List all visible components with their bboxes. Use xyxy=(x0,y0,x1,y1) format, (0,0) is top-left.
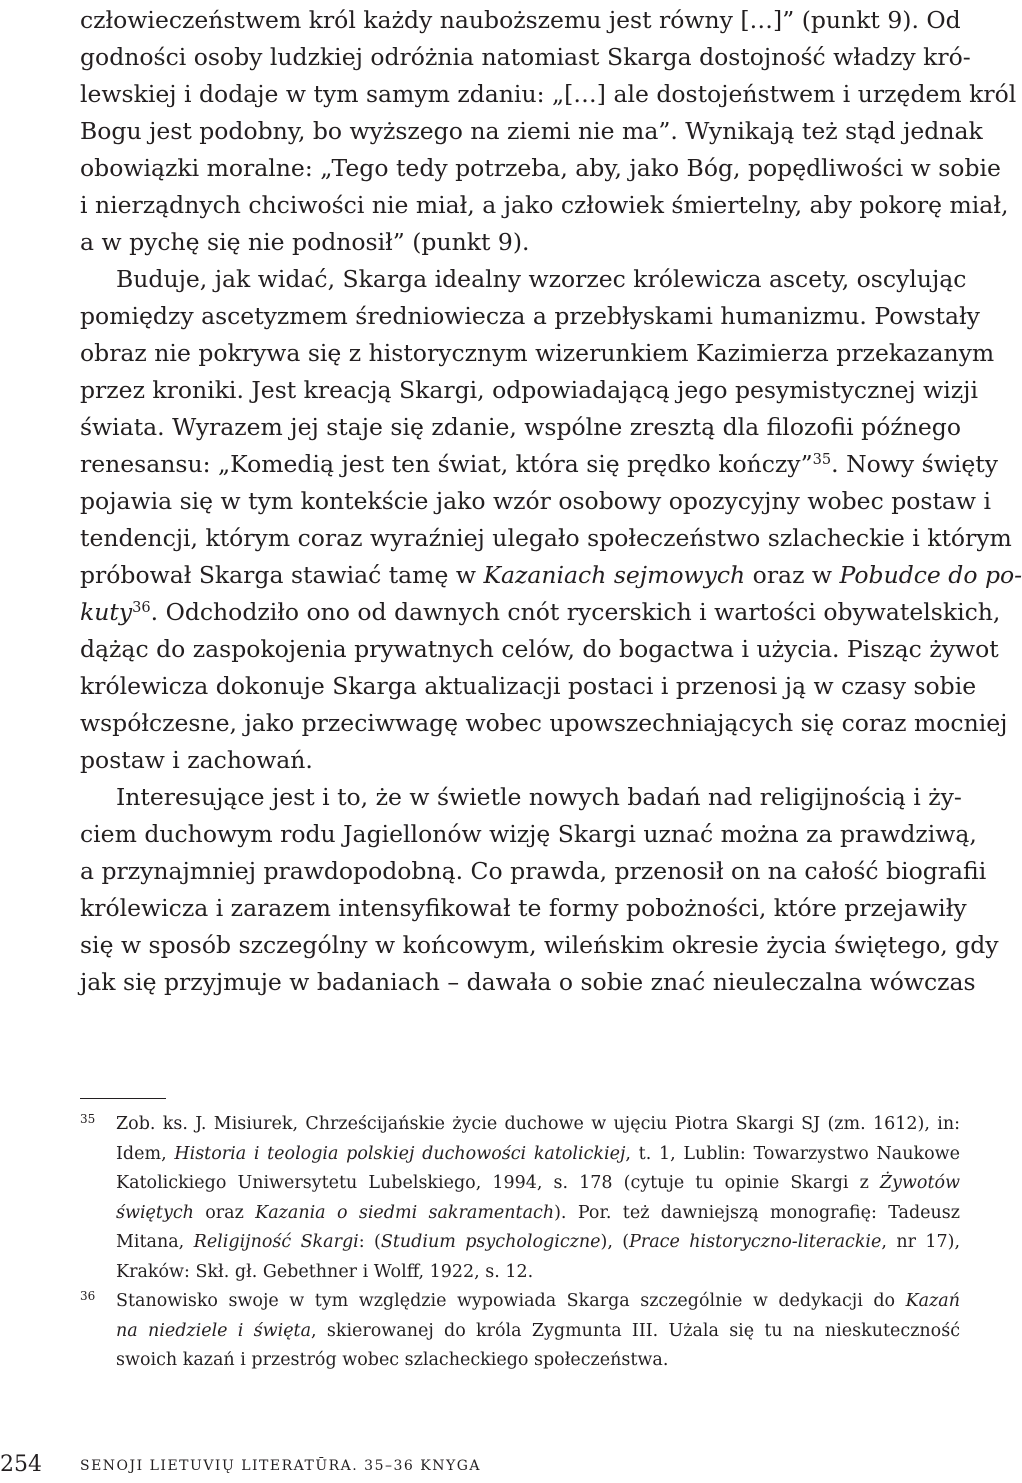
paragraph-3 xyxy=(80,779,999,1001)
text-span: renesansu: „Komedią jest ten świat, która się prędko kończy” xyxy=(80,450,813,478)
text-line: obraz nie pokrywa się z historycznym wizerunkiem Kazimierza przekazanym xyxy=(80,339,995,367)
text-line: królewicza dokonuje Skarga aktualizacji postaci i przenosi ją w czasy sobie xyxy=(80,672,977,700)
main-text xyxy=(80,0,1022,1001)
footnotes xyxy=(80,1110,960,1376)
text-line: świata. Wyrazem jej staje się zdanie, wspólne zresztą dla filozofii późnego xyxy=(80,413,961,441)
title-italic: Historia i teologia polskiej duchowości katolickiej xyxy=(174,1143,626,1164)
text-line: a przynajmniej prawdopodobną. Co prawda, przenosił on na całość biografii xyxy=(80,857,987,885)
footnote-separator xyxy=(80,1098,166,1099)
footnote-ref-35[interactable]: 35 xyxy=(812,451,832,468)
title-italic: na niedziele i święta xyxy=(116,1320,312,1341)
title-italic: Pobudce do po- xyxy=(839,561,1022,589)
title-italic: Kazania o siedmi sakramentach xyxy=(255,1202,555,1223)
text-line: królewicza i zarazem intensyfikował te formy pobożności, które przejawiły xyxy=(80,894,967,922)
text-span: , nr 17), xyxy=(881,1232,961,1252)
text-line: pojawia się w tym kontekście jako wzór osobowy opozycyjny wobec postaw i xyxy=(80,487,992,515)
title-italic: kuty xyxy=(80,598,133,626)
text-line: postaw i zachowań. xyxy=(80,746,313,774)
footnote-line: swoich kazań i przestróg wobec szlacheckiego społeczeństwa. xyxy=(116,1350,669,1370)
footnote-line xyxy=(116,1169,960,1199)
title-italic: Studium psychologiczne xyxy=(380,1232,601,1252)
page-number: 254 xyxy=(0,1452,42,1477)
footnote-line: Zob. ks. J. Misiurek, Chrześcijańskie życie duchowe w ujęciu Piotra Skargi SJ (zm. 1612), in: xyxy=(116,1114,960,1134)
text-line: jak się przyjmuje w badaniach – dawała o sobie znać nieuleczalna wówczas xyxy=(80,968,976,996)
footnote-36 xyxy=(80,1287,960,1376)
text-span: Mitana, xyxy=(116,1232,194,1252)
text-line: współczesne, jako przeciwwagę wobec upowszechniających się coraz mocniej xyxy=(80,709,1008,737)
text-line xyxy=(80,446,998,483)
text-span: próbował Skarga stawiać tamę w xyxy=(80,561,484,589)
text-line: a w pychę się nie podnosił” (punkt 9). xyxy=(80,228,530,256)
paragraph-1 xyxy=(80,0,1017,261)
title-italic: Żywotów xyxy=(879,1173,960,1193)
text-line: i nierządnych chciwości nie miał, a jako człowiek śmiertelny, aby pokorę miał, xyxy=(80,191,1009,219)
footnote-ref-36[interactable]: 36 xyxy=(132,599,151,616)
text-line: człowieczeństwem król każdy nauboższemu jest równy […]” (punkt 9). Od xyxy=(80,6,961,34)
title-italic: Prace historyczno-literackie xyxy=(629,1232,882,1252)
text-span: . Odchodziło ono od dawnych cnót rycerskich i wartości obywatelskich, xyxy=(150,598,1001,626)
text-span: , skierowanej do króla Zygmunta III. Użala się tu na nieskuteczność xyxy=(311,1320,960,1341)
text-line: tendencji, którym coraz wyraźniej ulegało społeczeństwo szlacheckie i którym xyxy=(80,524,1012,552)
footnote-line: Kraków: Skł. gł. Gebethner i Wolff, 1922, s. 12. xyxy=(116,1261,534,1282)
paragraph-2 xyxy=(80,261,1022,779)
text-span: Idem, xyxy=(116,1143,175,1164)
footnote-line xyxy=(116,1317,960,1347)
text-line xyxy=(80,594,1001,631)
page-footer xyxy=(0,1452,960,1482)
text-span: . Nowy święty xyxy=(831,450,998,478)
text-line: lewskiej i dodaje w tym samym zdaniu: „[…] ale dostojeństwem i urzędem król xyxy=(80,80,1017,108)
footnote-35 xyxy=(80,1110,960,1287)
text-span: oraz w xyxy=(745,561,840,589)
footnote-line xyxy=(116,1199,960,1229)
text-line: Bogu jest podobny, bo wyższego na ziemi nie ma”. Wynikają też stąd jednak xyxy=(80,117,983,145)
title-italic: Kazań xyxy=(905,1291,960,1311)
footnote-line xyxy=(116,1140,960,1170)
text-line: dążąc do zaspokojenia prywatnych celów, do bogactwa i użycia. Pisząc żywot xyxy=(80,635,999,663)
text-span: : ( xyxy=(358,1232,381,1252)
footnote-number: 36 xyxy=(80,1289,96,1303)
title-italic: Religijność Skargi xyxy=(193,1232,359,1252)
text-span: Katolickiego Uniwersytetu Lubelskiego, 1994, s. 178 (cytuje tu opinie Skargi z xyxy=(116,1173,880,1193)
text-line: się w sposób szczególny w końcowym, wileńskim okresie życia świętego, gdy xyxy=(80,931,999,959)
text-span: Stanowisko swoje w tym względzie wypowiada Skarga szczególnie w dedykacji do xyxy=(116,1291,906,1311)
text-line: przez kroniki. Jest kreacją Skargi, odpowiadającą jego pesymistycznej wizji xyxy=(80,376,978,404)
text-line: ciem duchowym rodu Jagiellonów wizję Skargi uznać można za prawdziwą, xyxy=(80,820,977,848)
title-italic: Kazaniach sejmowych xyxy=(483,561,746,589)
text-span: , t. 1, Lublin: Towarzystwo Naukowe xyxy=(625,1143,960,1164)
text-line: obowiązki moralne: „Tego tedy potrzeba, aby, jako Bóg, popędliwości w sobie xyxy=(80,154,1001,182)
text-line: godności osoby ludzkiej odróżnia natomiast Skarga dostojność władzy kró- xyxy=(80,43,971,71)
text-span: oraz xyxy=(193,1202,256,1223)
text-span: ), ( xyxy=(600,1232,630,1252)
text-span: ). Por. też dawniejszą monografię: Tadeusz xyxy=(554,1202,960,1223)
text-line: Buduje, jak widać, Skarga idealny wzorzec królewicza ascety, oscylując xyxy=(116,265,967,293)
running-title: SENOJI LIETUVIŲ LITERATŪRA. 35–36 KNYGA xyxy=(80,1458,481,1474)
footnote-line xyxy=(116,1287,960,1317)
title-italic: świętych xyxy=(116,1202,194,1223)
text-line: Interesujące jest i to, że w świetle nowych badań nad religijnością i ży- xyxy=(116,783,962,811)
text-line xyxy=(80,557,1022,594)
footnote-line xyxy=(116,1228,960,1258)
text-line: pomiędzy ascetyzmem średniowiecza a przebłyskami humanizmu. Powstały xyxy=(80,302,980,330)
footnote-number: 35 xyxy=(80,1112,96,1126)
